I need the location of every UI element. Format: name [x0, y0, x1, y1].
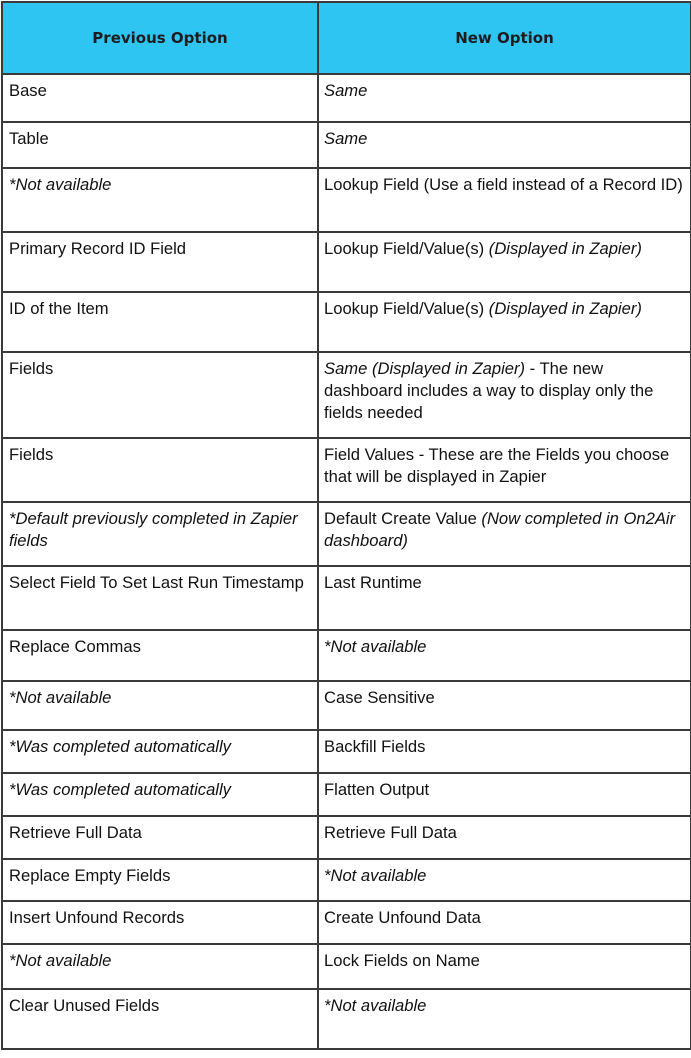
cell-text: Fields	[9, 359, 54, 378]
cell-text: *Not available	[9, 688, 112, 707]
table-row	[2, 901, 691, 944]
cell-text: Lookup Field/Value(s)	[324, 299, 489, 318]
table-row	[2, 773, 691, 816]
cell-text: (Displayed in Zapier)	[488, 239, 642, 258]
new-option-cell	[318, 122, 691, 168]
table-row	[2, 292, 691, 352]
new-option-cell	[318, 816, 691, 859]
cell-text: Replace Commas	[9, 637, 141, 656]
table-row	[2, 438, 691, 502]
options-comparison-table	[1, 1, 691, 1050]
new-option-cell	[318, 773, 691, 816]
cell-text: Lookup Field (Use a field instead of a Record ID)	[324, 175, 683, 194]
table-row	[2, 74, 691, 122]
new-option-cell	[318, 901, 691, 944]
cell-text: Backfill Fields	[324, 737, 426, 756]
new-option-cell	[318, 292, 691, 352]
new-option-cell	[318, 232, 691, 292]
previous-option-cell	[2, 630, 318, 681]
new-option-cell	[318, 630, 691, 681]
previous-option-cell	[2, 352, 318, 438]
cell-text: Case Sensitive	[324, 688, 435, 707]
cell-text: (Displayed in Zapier)	[488, 299, 642, 318]
previous-option-cell	[2, 816, 318, 859]
cell-text: Flatten Output	[324, 780, 430, 799]
previous-option-cell	[2, 901, 318, 944]
table-row	[2, 566, 691, 630]
new-option-cell	[318, 168, 691, 232]
cell-text: Retrieve Full Data	[324, 823, 457, 842]
cell-text: *Not available	[9, 175, 112, 194]
previous-option-cell	[2, 438, 318, 502]
new-option-cell	[318, 566, 691, 630]
new-option-cell	[318, 859, 691, 901]
cell-text: *Not available	[324, 637, 427, 656]
cell-text: *Was completed automatically	[9, 737, 231, 756]
header-row	[2, 2, 691, 74]
cell-text: ID of the Item	[9, 299, 109, 318]
cell-text: Select Field To Set Last Run Timestamp	[9, 573, 304, 592]
previous-option-cell	[2, 168, 318, 232]
cell-text: Field Values - These are the Fields you choose that will be displayed in Zapier	[324, 445, 670, 486]
cell-text: Fields	[9, 445, 54, 464]
previous-option-cell	[2, 730, 318, 773]
cell-text: Primary Record ID Field	[9, 239, 187, 258]
table-row	[2, 168, 691, 232]
cell-text: *Default previously completed in Zapier fields	[9, 509, 298, 550]
new-option-cell	[318, 730, 691, 773]
cell-text: Same (Displayed in Zapier)	[324, 359, 526, 378]
new-option-cell	[318, 944, 691, 989]
previous-option-cell	[2, 773, 318, 816]
new-option-cell	[318, 352, 691, 438]
cell-text: *Not available	[9, 951, 112, 970]
table-row	[2, 122, 691, 168]
previous-option-cell	[2, 502, 318, 566]
new-option-cell	[318, 502, 691, 566]
cell-text: *Was completed automatically	[9, 780, 231, 799]
previous-option-cell	[2, 859, 318, 901]
table-row	[2, 989, 691, 1049]
cell-text: Base	[9, 81, 47, 100]
previous-option-cell	[2, 944, 318, 989]
table-row	[2, 352, 691, 438]
cell-text: Insert Unfound Records	[9, 908, 185, 927]
new-option-cell	[318, 989, 691, 1049]
cell-text: Same	[324, 81, 368, 100]
cell-text: Lookup Field/Value(s)	[324, 239, 489, 258]
previous-option-cell	[2, 122, 318, 168]
cell-text: (Now completed in On2Air dashboard)	[324, 509, 676, 550]
table-row	[2, 681, 691, 730]
cell-text: *Not available	[324, 866, 427, 885]
new-option-header: New Option	[318, 2, 691, 74]
cell-text: Create Unfound Data	[324, 908, 481, 927]
cell-text: Clear Unused Fields	[9, 996, 160, 1015]
table-row	[2, 232, 691, 292]
table-body	[2, 74, 691, 1049]
cell-text: Table	[9, 129, 49, 148]
previous-option-cell	[2, 74, 318, 122]
new-option-cell	[318, 74, 691, 122]
cell-text: Same	[324, 129, 368, 148]
previous-option-header: Previous Option	[2, 2, 318, 74]
cell-text: Default Create Value	[324, 509, 482, 528]
cell-text: Last Runtime	[324, 573, 422, 592]
cell-text: Replace Empty Fields	[9, 866, 171, 885]
cell-text: Lock Fields on Name	[324, 951, 480, 970]
new-option-cell	[318, 438, 691, 502]
previous-option-cell	[2, 681, 318, 730]
previous-option-cell	[2, 566, 318, 630]
previous-option-cell	[2, 292, 318, 352]
table-row	[2, 944, 691, 989]
table-row	[2, 502, 691, 566]
previous-option-cell	[2, 232, 318, 292]
table-row	[2, 630, 691, 681]
previous-option-cell	[2, 989, 318, 1049]
table-row	[2, 730, 691, 773]
cell-text: - The new dashboard includes a way to display only the fields needed	[324, 359, 654, 422]
cell-text: Retrieve Full Data	[9, 823, 142, 842]
table-row	[2, 859, 691, 901]
table-row	[2, 816, 691, 859]
cell-text: *Not available	[324, 996, 427, 1015]
new-option-cell	[318, 681, 691, 730]
